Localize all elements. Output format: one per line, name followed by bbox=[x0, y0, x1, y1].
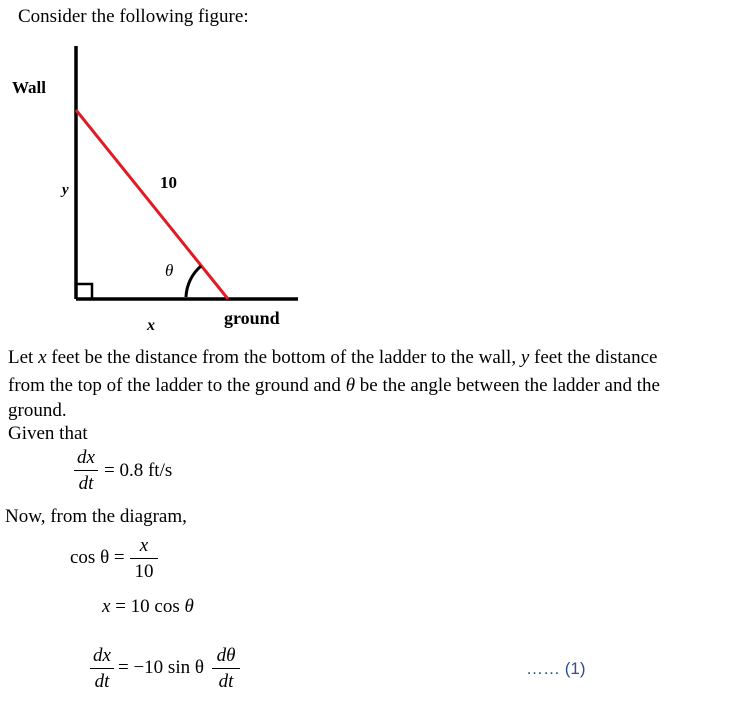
intro-text: Consider the following figure: bbox=[18, 6, 249, 27]
paragraph-line-3: ground. bbox=[8, 400, 67, 421]
eq4-fraction-left: dx dt bbox=[90, 646, 114, 691]
ladder-length-label: 10 bbox=[160, 173, 177, 192]
eq2-lhs: cos θ = bbox=[70, 547, 125, 568]
ground-label: ground bbox=[224, 308, 280, 328]
equation-number: …… (1) bbox=[526, 659, 586, 678]
eq2-fraction: x 10 bbox=[130, 536, 158, 581]
y-label: y bbox=[62, 182, 69, 198]
ladder-line bbox=[76, 110, 228, 299]
paragraph-line-1: Let x feet be the distance from the bottom of the ladder to the wall, y feet the distance bbox=[8, 347, 658, 368]
eq4-fraction-right: dθ dt bbox=[212, 646, 240, 691]
x-label: x bbox=[147, 317, 155, 334]
wall-label: Wall bbox=[12, 78, 47, 97]
eq1-fraction: dx dt bbox=[74, 448, 98, 493]
angle-arc bbox=[186, 266, 201, 297]
now-text: Now, from the diagram, bbox=[5, 506, 187, 527]
eq3: x = 10 cos θ bbox=[102, 596, 194, 617]
theta-label: θ bbox=[165, 261, 174, 280]
right-angle-marker bbox=[76, 284, 92, 299]
eq1-rhs: = 0.8 ft/s bbox=[104, 460, 173, 481]
given-text: Given that bbox=[8, 423, 88, 444]
eq4-middle: = −10 sin θ bbox=[118, 657, 204, 678]
paragraph-line-2: from the top of the ladder to the ground and θ be the angle between the ladder and the bbox=[8, 375, 660, 396]
ladder-figure bbox=[0, 40, 320, 340]
